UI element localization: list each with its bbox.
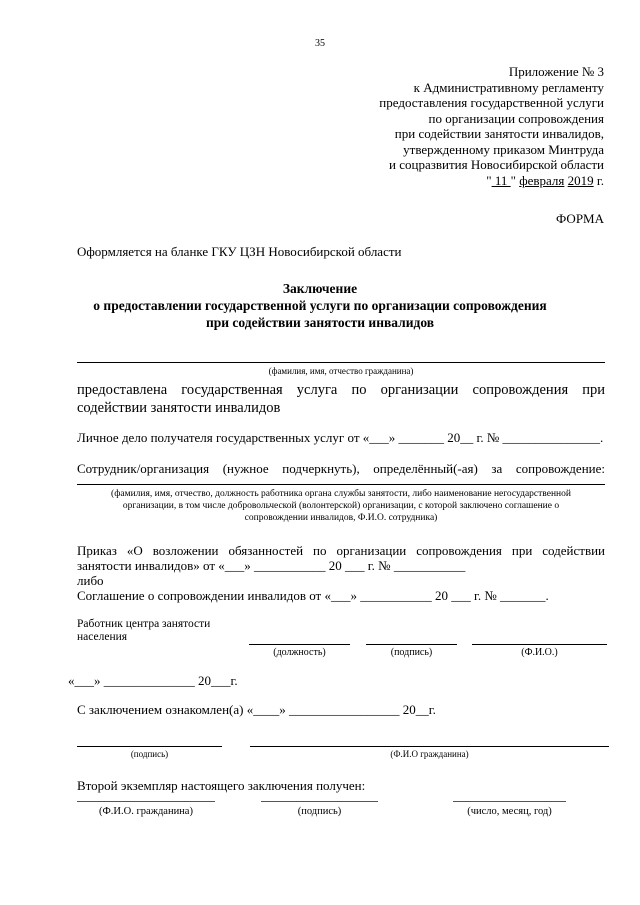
position-caption: (должность) bbox=[273, 647, 326, 658]
receiver-signature-line bbox=[261, 801, 378, 802]
appendix-block bbox=[379, 64, 604, 188]
appendix-line: утвержденному приказом Минтруда bbox=[403, 141, 604, 157]
receiver-signature-caption: (подпись) bbox=[297, 806, 342, 817]
appendix-date-day: 11 bbox=[491, 172, 511, 188]
appendix-line: и соцразвития Новосибирской области bbox=[389, 157, 604, 172]
receiver-date-caption: (число, месяц, год) bbox=[467, 806, 552, 817]
signature-line bbox=[366, 644, 457, 645]
appendix-line: предоставления государственной услуги bbox=[379, 95, 604, 110]
receiver-fio-caption: (Ф.И.О. гражданина) bbox=[99, 806, 193, 817]
worker-label: Работник центра занятости населения bbox=[77, 618, 211, 643]
personal-file-line: Личное дело получателя государственных услуг от «___» _______ 20__ г. № _______________. bbox=[77, 430, 604, 445]
page-number: 35 bbox=[315, 38, 325, 49]
provided-line: предоставлена государственная услуга по организации сопровождения при bbox=[77, 382, 605, 398]
citizen-fio-line bbox=[250, 746, 609, 747]
employee-name-line bbox=[77, 484, 605, 485]
form-label: ФОРМА bbox=[556, 211, 604, 226]
employee-caption bbox=[77, 488, 605, 524]
receiver-fio-line bbox=[77, 801, 215, 802]
citizen-signature-caption: (подпись) bbox=[130, 749, 169, 759]
signature-caption: (подпись) bbox=[390, 647, 433, 658]
citizen-signature-line bbox=[77, 746, 222, 747]
fio-line bbox=[472, 644, 607, 645]
second-copy-line: Второй экземпляр настоящего заключения получен: bbox=[77, 778, 366, 793]
document-title bbox=[0, 280, 640, 331]
employee-caption-line: организации, в том числе добровольческой (волонтерской) организации, с которой заключено соглашение о bbox=[122, 501, 560, 511]
fio-caption: (Ф.И.О.) bbox=[521, 647, 558, 658]
order-line: занятости инвалидов» от «___» ___________ 20 ___ г. № ___________ bbox=[77, 558, 466, 573]
appendix-date: " 11 " февраля 2019 г. bbox=[486, 172, 604, 188]
appendix-date-month: февраля bbox=[519, 172, 565, 188]
agreement-line: Соглашение о сопровождении инвалидов от «___» ___________ 20 ___ г. № _______. bbox=[77, 588, 549, 603]
appendix-line: Приложение № 3 bbox=[508, 64, 604, 79]
employee-line: Сотрудник/организация (нужное подчеркнуть), определённый(-ая) за сопровождение: bbox=[77, 461, 605, 476]
title-line: о предоставлении государственной услуги по организации сопровождения bbox=[93, 298, 547, 313]
blank-note: Оформляется на бланке ГКУ ЦЗН Новосибирской области bbox=[77, 244, 402, 259]
employee-caption-line: сопровождении инвалидов, Ф.И.О. сотрудника) bbox=[244, 513, 438, 523]
acquainted-line: С заключением ознакомлен(а) «____» _________________ 20__г. bbox=[77, 702, 436, 717]
citizen-name-line bbox=[77, 362, 605, 363]
receiver-date-line bbox=[453, 801, 566, 802]
appendix-line: к Административному регламенту bbox=[413, 79, 604, 95]
title-line: при содействии занятости инвалидов bbox=[205, 315, 435, 330]
appendix-line: по организации сопровождения bbox=[428, 110, 604, 126]
appendix-line: при содействии занятости инвалидов, bbox=[394, 126, 604, 141]
appendix-date-year: 2019 bbox=[567, 172, 594, 188]
provided-line: содействии занятости инвалидов bbox=[77, 400, 281, 416]
position-line bbox=[249, 644, 350, 645]
citizen-fio-caption: (Ф.И.О гражданина) bbox=[390, 749, 469, 759]
either-word: либо bbox=[77, 573, 104, 588]
citizen-name-caption: (фамилия, имя, отчество гражданина) bbox=[268, 366, 414, 376]
order-line: Приказ «О возложении обязанностей по организации сопровождения при содействии bbox=[77, 543, 605, 558]
title-line: Заключение bbox=[282, 281, 358, 296]
employee-caption-line: (фамилия, имя, отчество, должность работника органа службы занятости, либо наименование негосударственной bbox=[111, 489, 571, 499]
date-line: «___» ______________ 20___г. bbox=[68, 673, 238, 688]
